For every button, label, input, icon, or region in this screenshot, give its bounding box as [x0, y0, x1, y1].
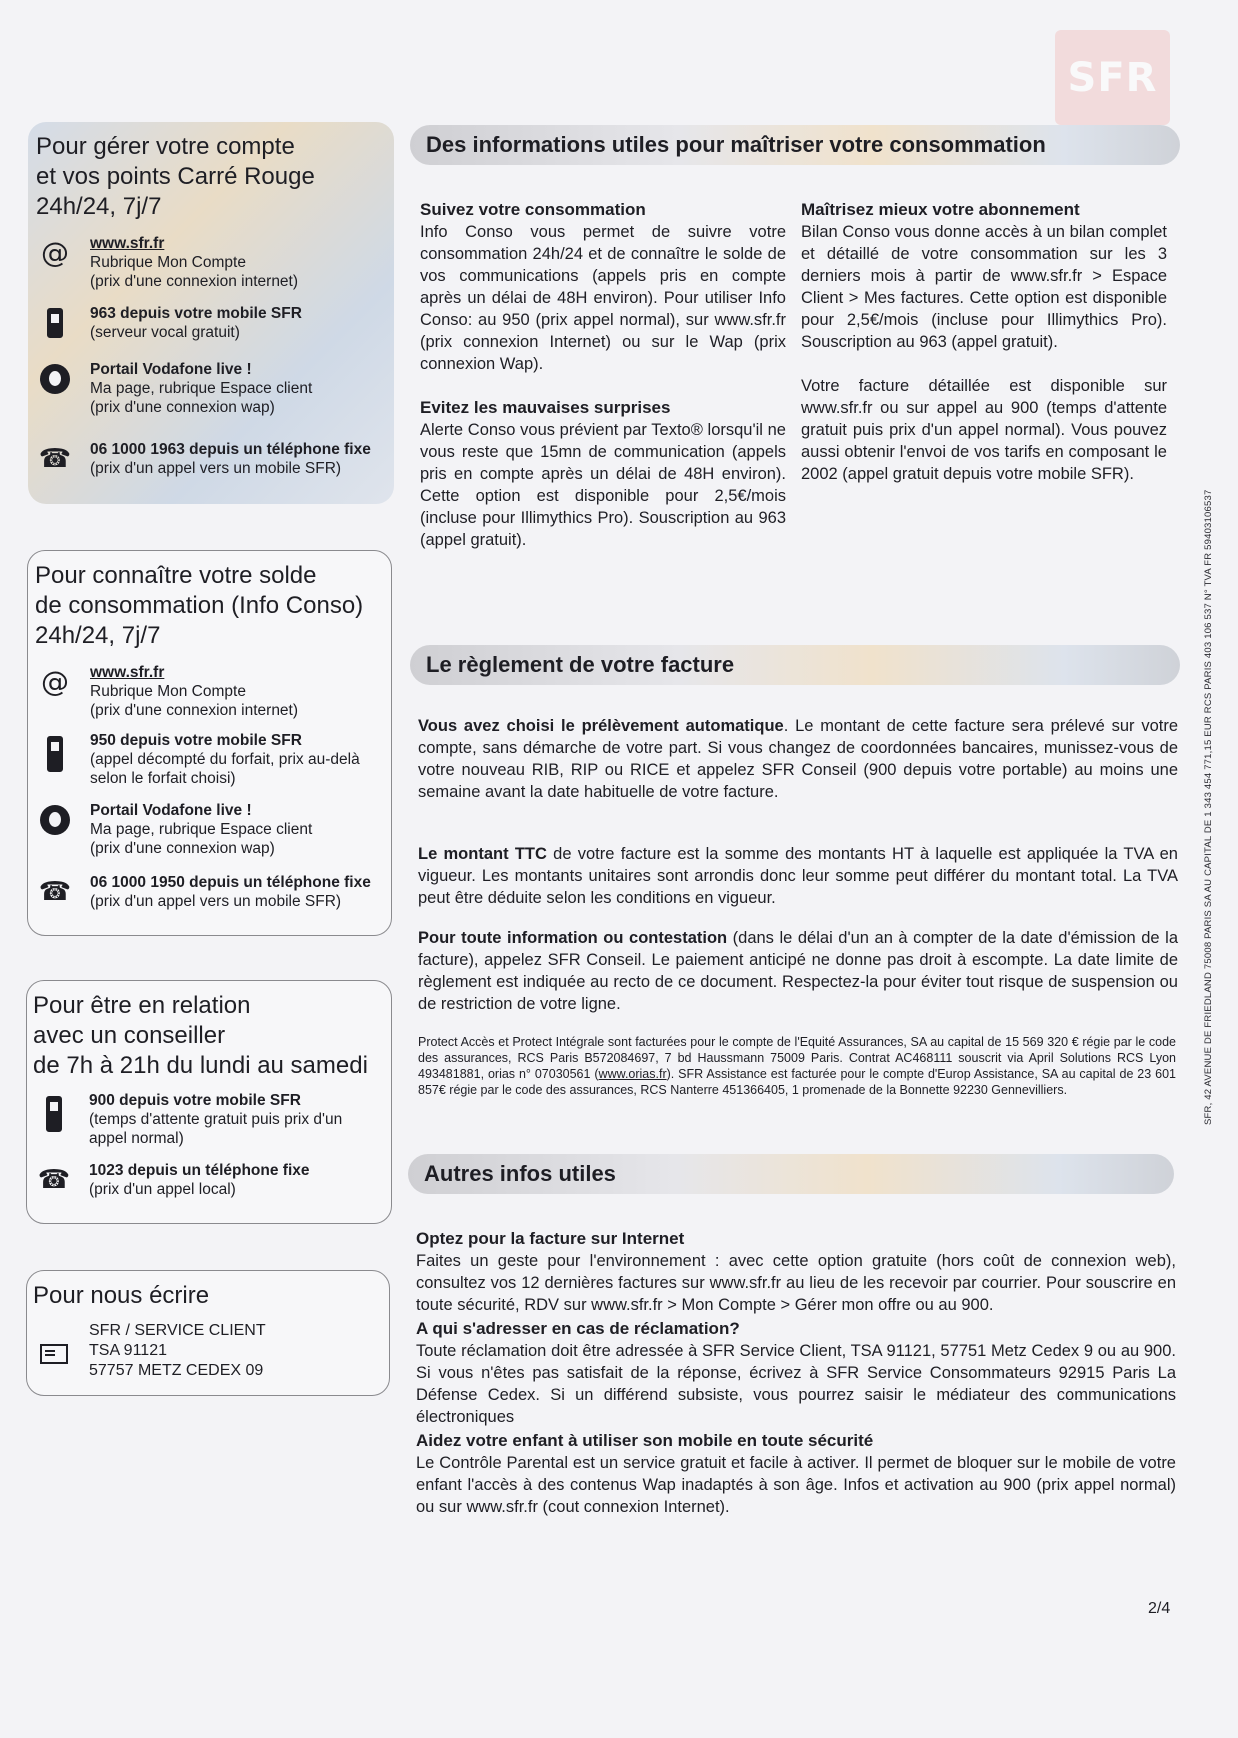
web-link[interactable]: www.sfr.fr	[90, 664, 165, 681]
envelope-icon	[37, 1337, 71, 1371]
advisor-entry-mobile: 900 depuis votre mobile SFR (temps d'attente gratuit puis prix d'un appel normal)	[37, 1091, 383, 1148]
advisor-box: Pour être en relation avec un conseiller de 7h à 21h du lundi au samedi 900 depuis votre mobile SFR (temps d'attente gratuit puis prix d'un appel normal) ☎ 1023 depuis un téléphone fixe (prix d'un appel local)	[26, 980, 392, 1224]
vodafone-icon	[38, 803, 72, 837]
account-box-title-3: 24h/24, 7j/7	[36, 193, 162, 220]
desk-phone-icon: ☎	[38, 444, 72, 474]
write-box-title: Pour nous écrire	[33, 1282, 210, 1309]
account-entry-mobile: 963 depuis votre mobile SFR (serveur vocal gratuit)	[38, 304, 386, 342]
sfr-logo: SFR	[1055, 30, 1170, 125]
account-box	[28, 122, 394, 504]
section-header-other-info: Autres infos utiles	[408, 1154, 1174, 1194]
orias-link[interactable]: www.orias.fr	[598, 1067, 667, 1081]
write-address: SFR / SERVICE CLIENT TSA 91121 57757 METZ CEDEX 09	[37, 1321, 381, 1381]
web-link[interactable]: www.sfr.fr	[90, 235, 165, 252]
desk-phone-icon: ☎	[38, 877, 72, 907]
account-box-title-2: et vos points Carré Rouge	[36, 163, 315, 190]
advisor-entry-landline: ☎ 1023 depuis un téléphone fixe (prix d'un appel local)	[37, 1162, 310, 1198]
section1-left-column: Suivez votre consommation Info Conso vous permet de suivre votre consommation 24h/24 et de connaître le solde de vos communications (appels pris en compte après un délai de 48H environ). Pour utiliser Info Conso: au 950 (prix appel normal), sur www.sfr.fr (prix connexion Internet) ou sur le Wap (prix connexion Wap). Evitez les mauvaises surprises Alerte Conso vous prévient par Texto® lorsqu'il ne vous reste que 15mn de communication (appels pris en compte après un délai de 48H environ). Cette option est disponible pour 2,5€/mois (incluse pour Illimythics Pro). Souscription au 963 (appel gratuit).	[420, 200, 786, 549]
consumption-entry-mobile: 950 depuis votre mobile SFR (appel décompté du forfait, prix au-delà selon le forfait choisi)	[38, 731, 383, 788]
legal-vertical-text: SFR, 42 AVENUE DE FRIEDLAND 75008 PARIS SA AU CAPITAL DE 1 343 454 771,15 EUR RCS PARIS 403 106 537 N° TVA FR 59403106537	[1203, 489, 1214, 1125]
consumption-entry-vodafone: Portail Vodafone live ! Ma page, rubrique Espace client (prix d'une connexion wap)	[38, 801, 383, 858]
section-header-payment: Le règlement de votre facture	[410, 645, 1180, 685]
mobile-phone-icon	[38, 737, 72, 771]
vodafone-icon	[38, 362, 72, 396]
page-number: 2/4	[1148, 1600, 1171, 1617]
section-header-consumption: Des informations utiles pour maîtriser votre consommation	[410, 125, 1180, 165]
insurance-notice: Protect Accès et Protect Intégrale sont facturées pour le compte de l'Equité Assurances, SA au capital de 15 569 320 € régie par le code des assurances, RCS Paris B572084697, 7 bd Haussmann 75009 Paris. Contrat AC468111 souscrit via April Solutions RCS Lyon 493481881, orias n° 07030561 (www.orias.fr). SFR Assistance est facturée pour le compte d'Europ Assistance, SA au capital de 23 601 857€ régie par le code des assurances, RCS Nanterre 451366405, 1 promenade de la Bonnette 92230 Gennevilliers.	[418, 1035, 1176, 1097]
mobile-phone-icon	[37, 1097, 71, 1131]
section1-right-column: Maîtrisez mieux votre abonnement Bilan Conso vous donne accès à un bilan complet et détaillé de votre consommation sur les 3 derniers mois à partir de www.sfr.fr > Espace Client > Mes factures. Cette option est disponible pour 2,5€/mois (incluse pour Illimythics Pro). Souscription au 963 (appel gratuit). Votre facture détaillée est disponible sur www.sfr.fr ou sur appel au 900 (temps d'attente gratuit puis prix d'un appel normal). Vous pouvez aussi obtenir l'envoi de vos tarifs en composant le 2002 (appel gratuit depuis votre mobile SFR).	[801, 200, 1167, 483]
payment-paragraph-1: Vous avez choisi le prélèvement automatique. Le montant de cette facture sera prélevé sur votre compte, sans démarche de votre part. Si vous changez de coordonnées bancaires, munissez-vous de votre nouveau RIB, RIP ou RICE et appelez SFR Conseil (900 depuis votre portable) au moins une semaine avant la date habituelle de votre facture.	[418, 717, 1178, 801]
consumption-entry-web: @ www.sfr.fr Rubrique Mon Compte (prix d'une connexion internet)	[38, 663, 383, 720]
mobile-phone-icon	[38, 306, 72, 340]
other-info-column: Optez pour la facture sur Internet Faites un geste pour l'environnement : avec cette option gratuite (hors coût de connexion web), consultez vos 12 dernières factures sur www.sfr.fr au lieu de les recevoir par courrier. Pour souscrire en toute sécurité, RDV sur www.sfr.fr > Mon Compte > Gérer mon offre ou au 900. A qui s'adresser en cas de réclamation? Toute réclamation doit être adressée à SFR Service Client, TSA 91121, 57751 Metz Cedex 9 ou au 900. Si vous n'êtes pas satisfait de la réponse, écrivez à SFR Service Consommateurs 92915 Paris La Défense Cedex. Si un différend subsiste, vous pourrez saisir le médiateur des communications électroniques Aidez votre enfant à utiliser son mobile en toute sécurité Le Contrôle Parental est un service gratuit et facile à activer. Il permet de bloquer sur le mobile de votre enfant l'accès à des contenus Wap inadaptés à son âge. Infos et activation au 900 (prix appel normal) ou sur www.sfr.fr (cout connexion Internet).	[416, 1229, 1176, 1516]
account-entry-landline: ☎ 06 1000 1963 depuis un téléphone fixe (prix d'un appel vers un mobile SFR)	[38, 441, 371, 477]
consumption-box: Pour connaître votre solde de consommation (Info Conso) 24h/24, 7j/7 @ www.sfr.fr Rubrique Mon Compte (prix d'une connexion internet) 950 depuis votre mobile SFR (appel décompté du forfait, prix au-delà selon le forfait choisi) Portail Vodafone live ! Ma page, rubrique Espace client (prix d'une connexion wap) ☎ 06 1000 1950 depuis un téléphone fixe (prix d'un appel vers un mobile SFR)	[27, 550, 392, 936]
at-icon: @	[41, 236, 69, 269]
account-box-title-1: Pour gérer votre compte	[36, 133, 295, 160]
account-entry-vodafone: Portail Vodafone live ! Ma page, rubrique Espace client (prix d'une connexion wap)	[38, 360, 386, 417]
payment-paragraph-3: Pour toute information ou contestation (dans le délai d'un an à compter de la date d'émission de la facture), appelez SFR Conseil. Le paiement anticipé ne donne pas droit à escompte. La date limite de règlement est indiquée au recto de ce document. Respectez-la pour éviter tout risque de suspension ou de restriction de votre ligne.	[418, 929, 1179, 1013]
write-box	[26, 1270, 390, 1396]
payment-paragraph-2: Le montant TTC de votre facture est la somme des montants HT à laquelle est appliquée la TVA en vigueur. Les montants unitaires sont arrondis donc leur somme peut différer du montant total. La TVA peut être déduite selon les conditions en vigueur.	[418, 845, 1178, 907]
desk-phone-icon: ☎	[37, 1165, 71, 1195]
at-icon: @	[41, 665, 69, 698]
consumption-entry-landline: ☎ 06 1000 1950 depuis un téléphone fixe (prix d'un appel vers un mobile SFR)	[38, 874, 371, 910]
account-entry-web: @ www.sfr.fr Rubrique Mon Compte (prix d'une connexion internet)	[38, 234, 386, 291]
